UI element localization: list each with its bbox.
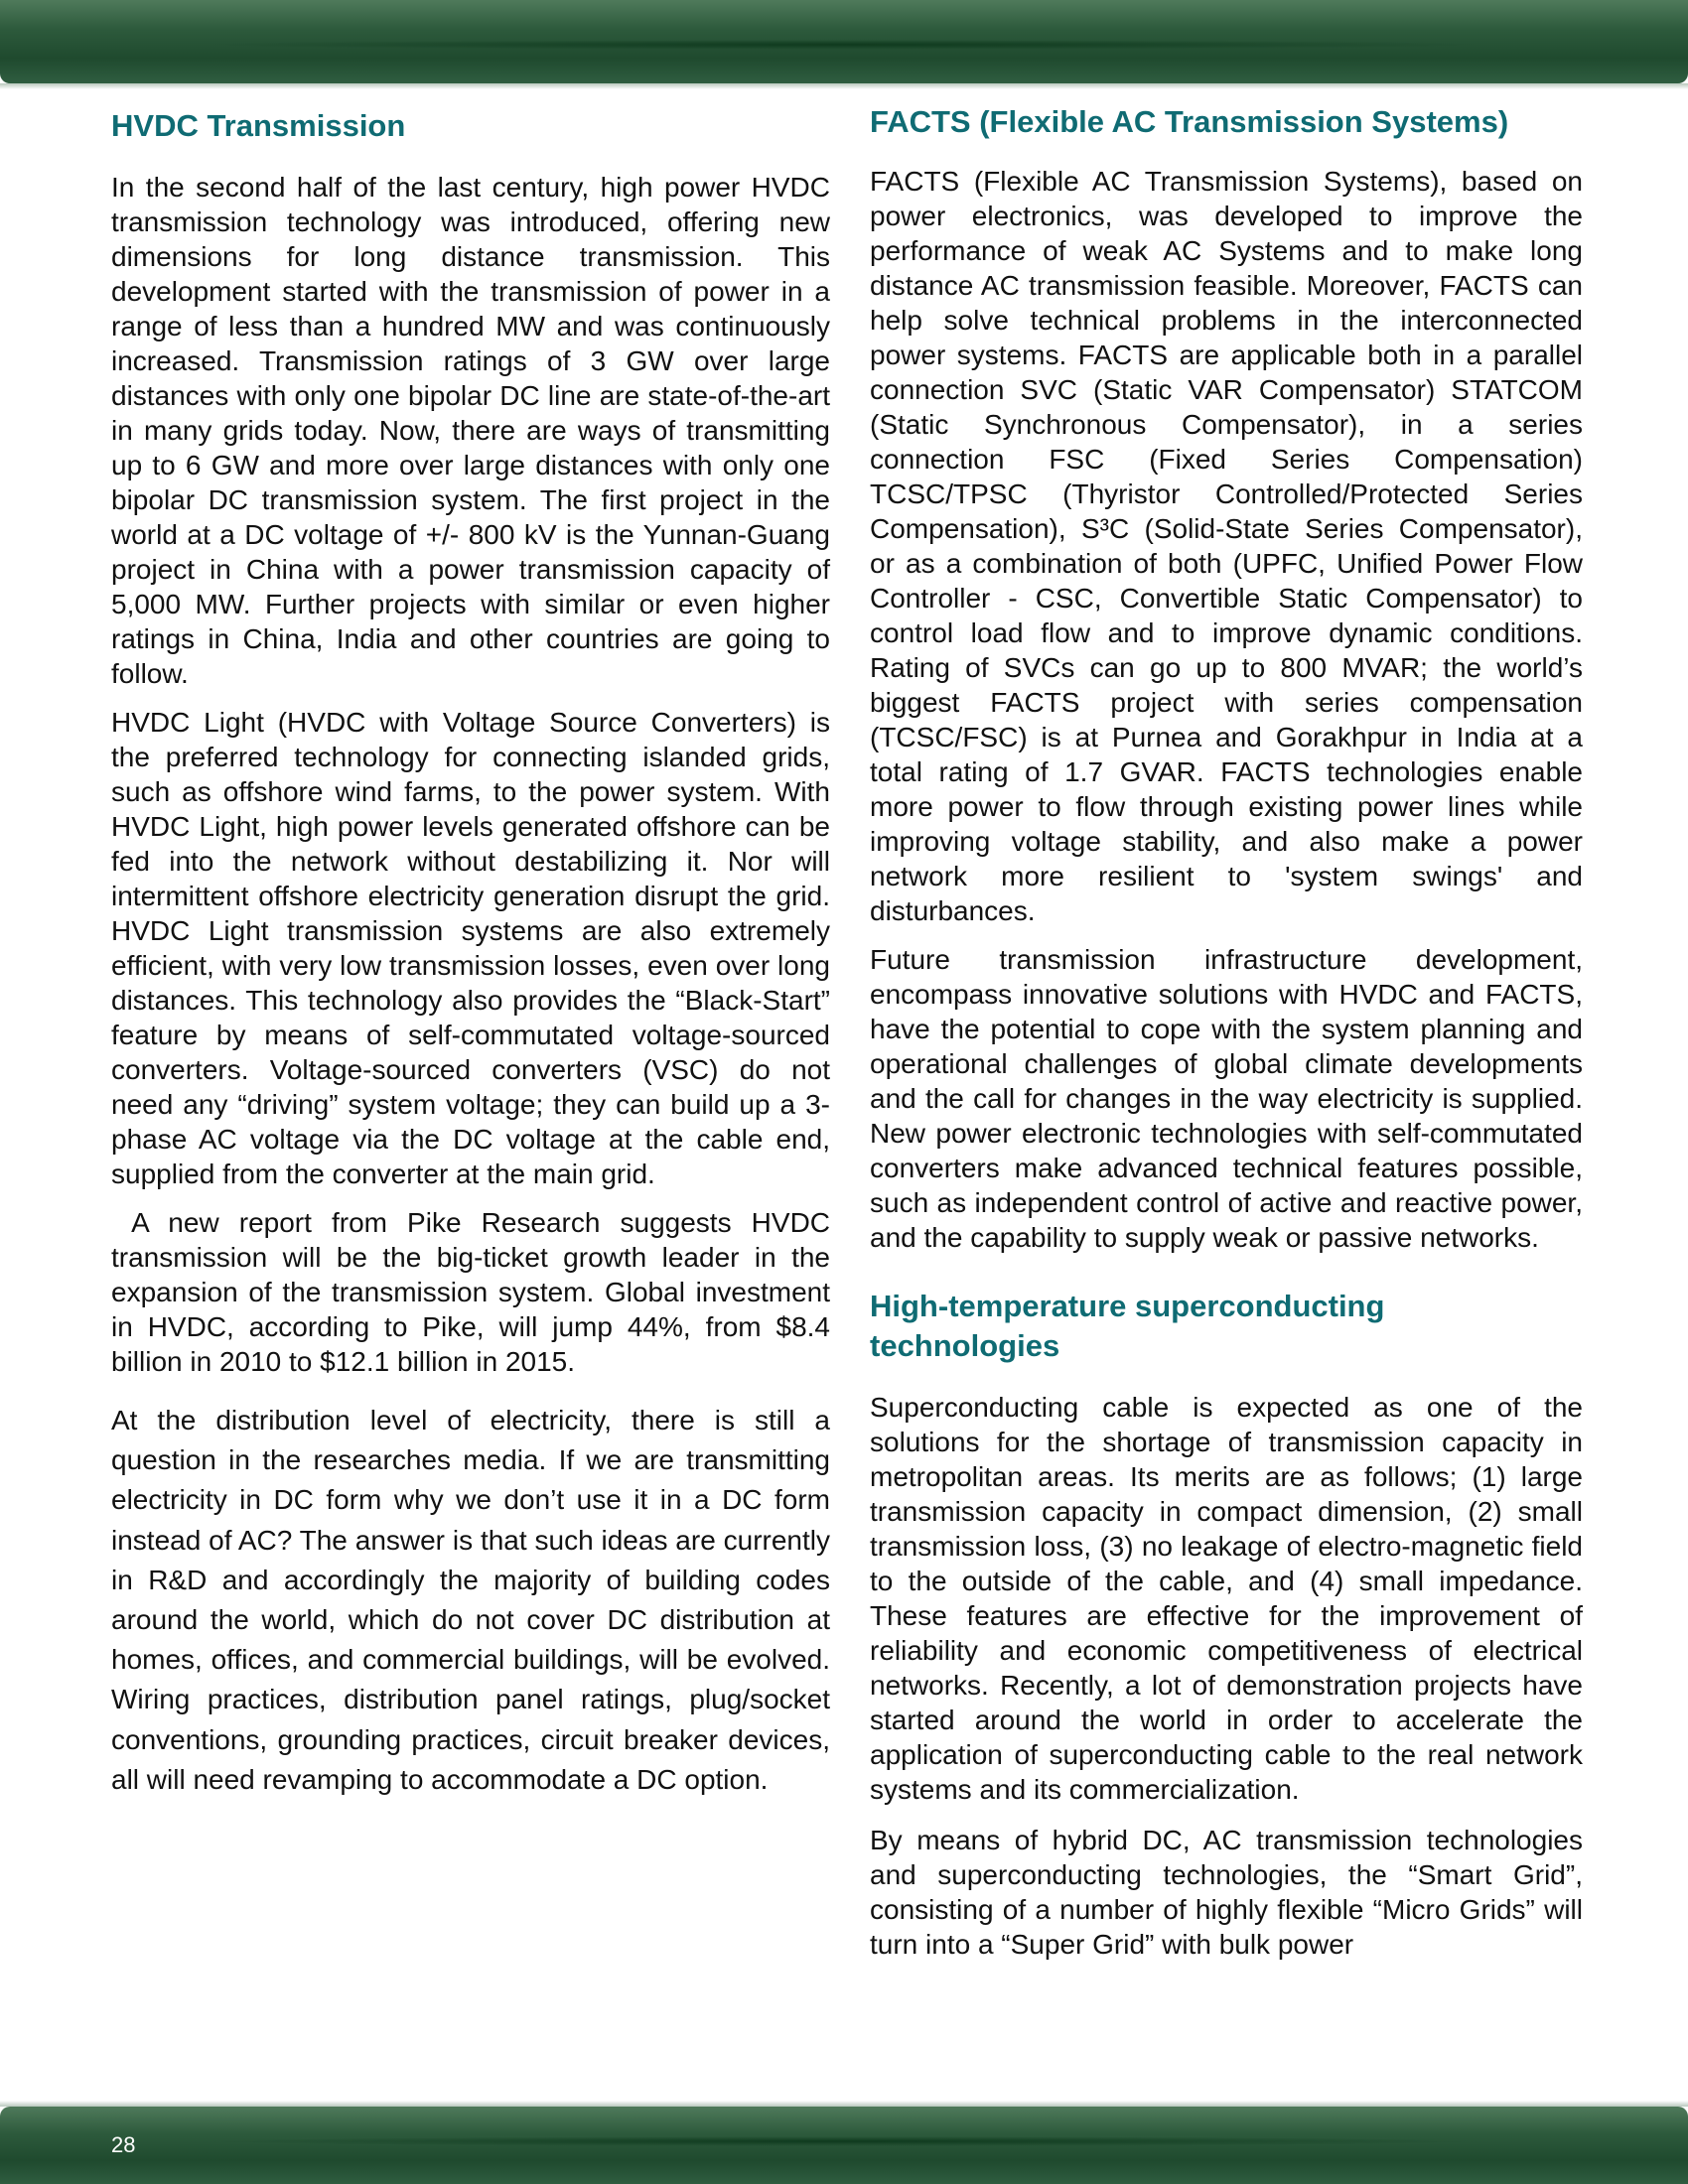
paragraph: Future transmission infrastructure development, encompass innovative solutions with HVDC and FACTS, have the potential to cope with the system planning and operational challenges of global climate developments and the call for changes in the way electricity is supplied. New power electronic technologies with self-commutated converters make advanced technical features possible, such as independent control of active and reactive power, and the capability to supply weak or passive networks. (870, 944, 1583, 1253)
right-column (870, 102, 1583, 1976)
section-heading-superconducting: High-temperature superconducting technologies (870, 1289, 1385, 1363)
paragraph: In the second half of the last century, high power HVDC transmission technology was introduced, offering new dimensions for long distance transmission. This development started with the transmission of power in a range of less than a hundred MW and was continuously increased. Transmission ratings of 3 GW over large distances with only one bipolar DC line are state-of-the-art in many grids today. Now, there are ways of transmitting up to 6 GW and more over large distances with only one bipolar DC transmission system. The first project in the world at a DC voltage of +/- 800 kV is the Yunnan-Guang project in China with a power transmission capacity of 5,000 MW. Further projects with similar or even higher ratings in China, India and other countries are going to follow. (111, 172, 830, 689)
section-heading-hvdc: HVDC Transmission (111, 108, 406, 143)
footer-band (0, 2107, 1688, 2184)
paragraph: At the distribution level of electricity, there is still a question in the researches media. If we are transmitting electricity in DC form why we don’t use it in a DC form instead of AC? The answer is that such ideas are currently in R&D and accordingly the majority of building codes around the world, which do not cover DC distribution at homes, offices, and commercial buildings, will be evolved. Wiring practices, distribution panel ratings, plug/socket conventions, grounding practices, circuit breaker devices, all will need revamping to accommodate a DC option. (111, 1405, 830, 1795)
paragraph: By means of hybrid DC, AC transmission technologies and superconducting technologies, the “Smart Grid”, consisting of a number of highly flexible “Micro Grids” will turn into a “Super Grid” with bulk power (870, 1825, 1583, 1960)
left-column (111, 102, 838, 1814)
page-number: 28 (111, 2132, 136, 2157)
paragraph: A new report from Pike Research suggests HVDC transmission will be the big-ticket growth leader in the expansion of the transmission system. Global investment in HVDC, according to Pike, will jump 44%, from $8.4 billion in 2010 to $12.1 billion in 2015. (111, 1207, 838, 1377)
section-heading-facts: FACTS (Flexible AC Transmission Systems) (870, 104, 1509, 139)
paragraph: HVDC Light (HVDC with Voltage Source Converters) is the preferred technology for connecting islanded grids, such as offshore wind farms, to the power system. With HVDC Light, high power levels generated offshore can be fed into the network without destabilizing it. Nor will intermittent offshore electricity generation disrupt the grid. HVDC Light transmission systems are also extremely efficient, with very low transmission losses, even over long distances. This technology also provides the “Black-Start” feature by means of self-commutated voltage-sourced converters. Voltage-sourced converters (VSC) do not need any “driving” system voltage; they can build up a 3-phase AC voltage via the DC voltage at the cable end, supplied from the converter at the main grid. (111, 707, 830, 1189)
paragraph: FACTS (Flexible AC Transmission Systems), based on power electronics, was developed to improve the performance of weak AC Systems and to make long distance AC transmission feasible. Moreover, FACTS can help solve technical problems in the interconnected power systems. FACTS are applicable both in a parallel connection SVC (Static VAR Compensator) STATCOM (Static Synchronous Compensator), in a series connection FSC (Fixed Series Compensation) TCSC/TPSC (Thyristor Controlled/Protected Series Compensation), S³C (Solid-State Series Compensator), or as a combination of both (UPFC, Unified Power Flow Controller - CSC, Convertible Static Compensator) to control load flow and to improve dynamic conditions. Rating of SVCs can go up to 800 MVAR; the world’s biggest FACTS project with series compensation (TCSC/FSC) is at Purnea and Gorakhpur in India at a total rating of 1.7 GVAR. FACTS technologies enable more power to flow through existing power lines while improving voltage stability, and also make a power network more resilient to 'system swings' and disturbances. (870, 166, 1583, 926)
header-band (0, 0, 1688, 83)
paragraph: Superconducting cable is expected as one of the solutions for the shortage of transmission capacity in metropolitan areas. Its merits are as follows; (1) large transmission capacity in compact dimension, (2) small transmission loss, (3) no leakage of electro-magnetic field to the outside of the cable, and (4) small impedance. These features are effective for the improvement of reliability and economic competitiveness of electrical networks. Recently, a lot of demonstration projects have started around the world in order to accelerate the application of superconducting cable to the real network systems and its commercialization. (870, 1392, 1583, 1805)
